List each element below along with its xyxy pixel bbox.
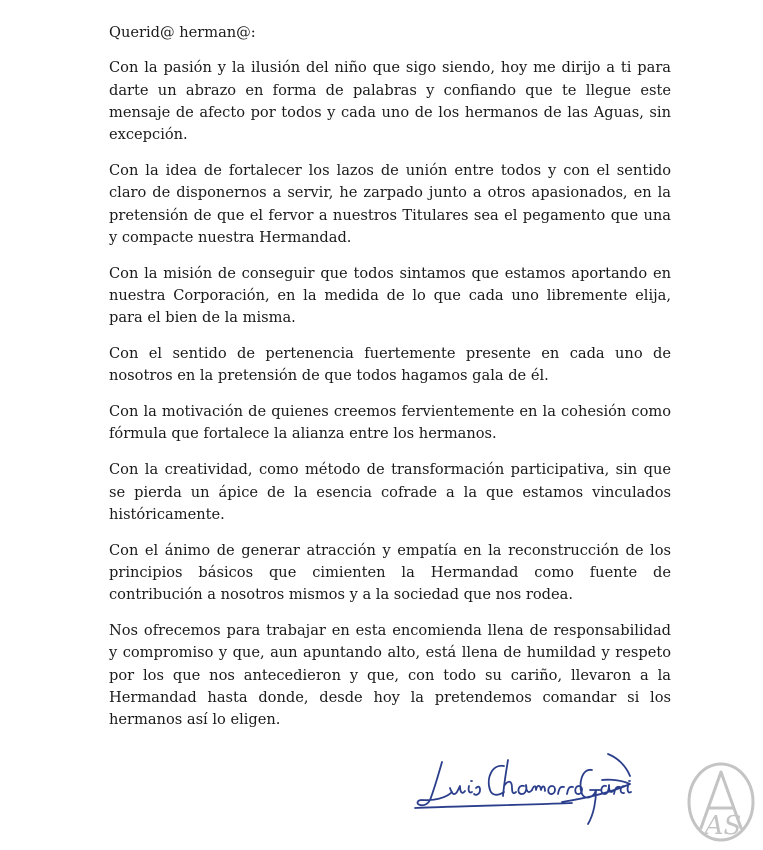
paragraph-creativity: Con la creatividad, como método de transformación participativa, sin que se pierda un ápice de la esencia cofrade a la que estamos vinculados históricamente. <box>109 461 671 523</box>
paragraph-cohesion: Con la motivación de quienes creemos fervientemente en la cohesión como fórmula que fortalece la alianza entre los hermanos. <box>109 403 671 443</box>
seal-letters: AS <box>704 811 742 841</box>
handwritten-signature <box>412 748 634 832</box>
paragraph-offer: Nos ofrecemos para trabajar en esta encomienda llena de responsabilidad y compromiso y que, aun apuntando alto, está llena de humildad y respeto por los que nos antecedieron y que, con todo su cariño, llevaron a la Hermandad hasta donde, desde hoy la pretendemos comandar si los hermanos así lo eligen. <box>109 622 671 729</box>
paragraph-passion: Con la pasión y la ilusión del niño que sigo siendo, hoy me dirijo a ti para darte un abrazo en forma de palabras y confiando que te llegue este mensaje de afecto por todos y cada uno de los hermanos de las Aguas, sin excepción. <box>109 59 671 144</box>
letter-body <box>109 22 671 745</box>
salutation: Querid@ herman@: <box>109 24 256 41</box>
paragraph-mission: Con la misión de conseguir que todos sintamos que estamos aportando en nuestra Corporación, en la medida de lo que cada uno libremente elija, para el bien de la misma. <box>109 264 671 327</box>
paragraph-principles: Con el ánimo de generar atracción y empatía en la reconstrucción de los principios básicos que cimienten la Hermandad como fuente de contribución a nosotros mismos y a la sociedad que nos rodea. <box>109 541 671 604</box>
paragraph-belonging: Con el sentido de pertenencia fuertemente presente en cada uno de nosotros en la pretensión de que todos hagamos gala de él. <box>109 345 671 385</box>
seal-logo <box>683 758 759 846</box>
paragraph-unity: Con la idea de fortalecer los lazos de unión entre todos y con el sentido claro de disponernos a servir, he zarpado junto a otros apasionados, en la pretensión de que el fervor a nuestros Titulares sea el pegamento que una y compacte nuestra Hermandad. <box>109 161 671 246</box>
